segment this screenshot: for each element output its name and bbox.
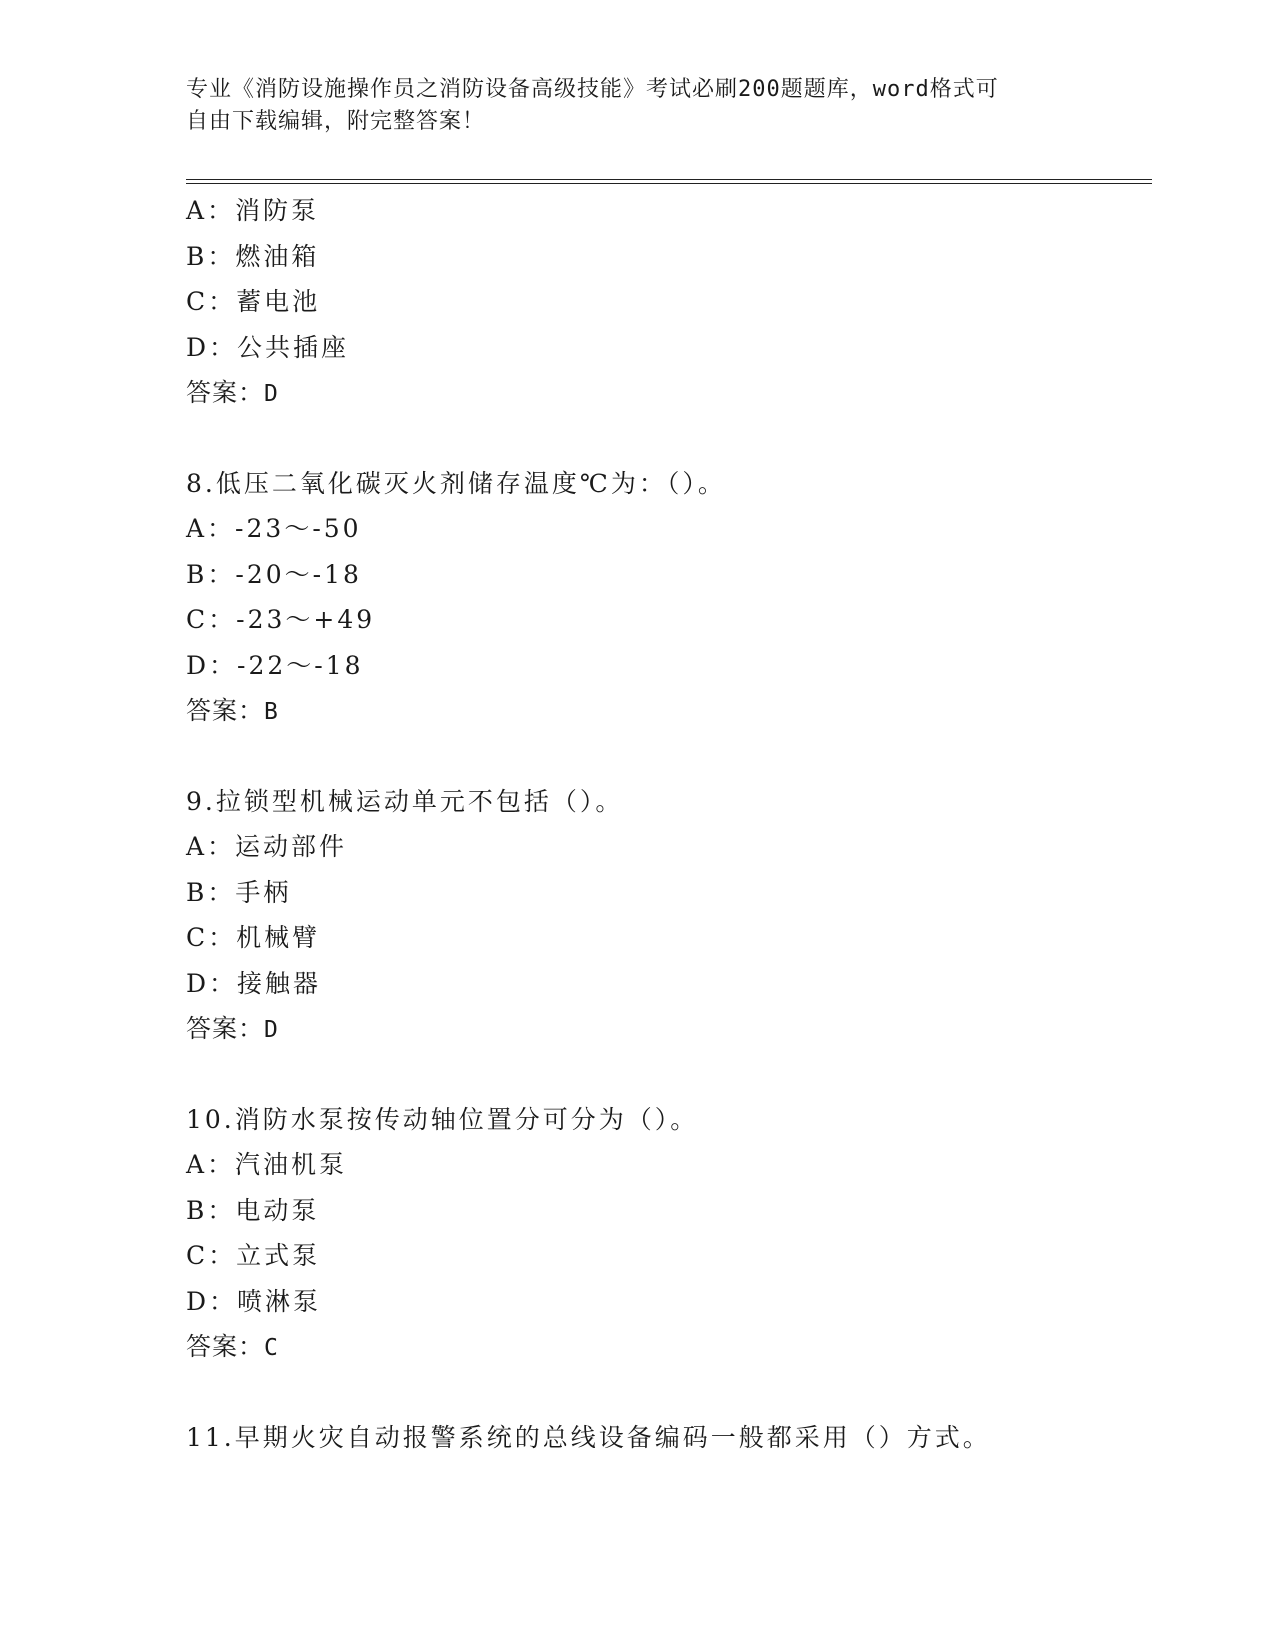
answer-line [186, 370, 1152, 416]
option-d: D：接触器 [186, 968, 322, 998]
header-divider [186, 179, 1152, 184]
option-c: C：立式泵 [186, 1241, 321, 1270]
answer-label: 答案： [186, 378, 265, 407]
option-d: D：-22～-18 [186, 650, 364, 680]
answer-value: B [264, 699, 279, 725]
answer-value: D [264, 1017, 279, 1043]
question-text: 8.低压二氧化碳灭火剂储存温度℃为：（）。 [186, 468, 726, 498]
question-9 [186, 779, 1152, 1052]
option-c: C：-23～+49 [186, 605, 376, 634]
answer-label: 答案： [186, 1014, 265, 1043]
option-d: D：公共插座 [186, 332, 350, 362]
answer-line [186, 1006, 1152, 1052]
option-a: A：运动部件 [186, 832, 348, 861]
answer-label: 答案： [186, 1332, 265, 1361]
question-list [186, 188, 1152, 1460]
answer-line [186, 688, 1152, 734]
option-a: A：-23～-50 [186, 514, 362, 543]
answer-value: C [264, 1335, 279, 1361]
question-8 [186, 461, 1152, 734]
answer-line [186, 1324, 1152, 1370]
question-10 [186, 1097, 1152, 1370]
question-text: 11.早期火灾自动报警系统的总线设备编码一般都采用（）方式。 [186, 1422, 991, 1452]
answer-value: D [264, 381, 279, 407]
option-c: C：蓄电池 [186, 287, 321, 316]
question-text: 10.消防水泵按传动轴位置分可分为（）。 [186, 1104, 699, 1134]
option-a: A：汽油机泵 [186, 1150, 348, 1179]
option-d: D：喷淋泵 [186, 1286, 322, 1316]
option-b: B：燃油箱 [186, 241, 320, 271]
question-text: 9.拉锁型机械运动单元不包括（）。 [186, 786, 624, 816]
question-7 [186, 188, 1152, 416]
option-b: B：电动泵 [186, 1195, 320, 1225]
option-b: B：-20～-18 [186, 559, 362, 589]
document-header [186, 74, 1066, 138]
option-a: A：消防泵 [186, 196, 320, 225]
answer-label: 答案： [186, 696, 265, 725]
header-line-1: 专业《消防设施操作员之消防设备高级技能》考试必刷200题题库，word格式可 [186, 77, 999, 102]
option-c: C：机械臂 [186, 923, 321, 952]
header-line-2: 自由下载编辑，附完整答案！ [186, 109, 486, 134]
option-b: B：手柄 [186, 877, 292, 907]
question-11 [186, 1415, 1152, 1461]
